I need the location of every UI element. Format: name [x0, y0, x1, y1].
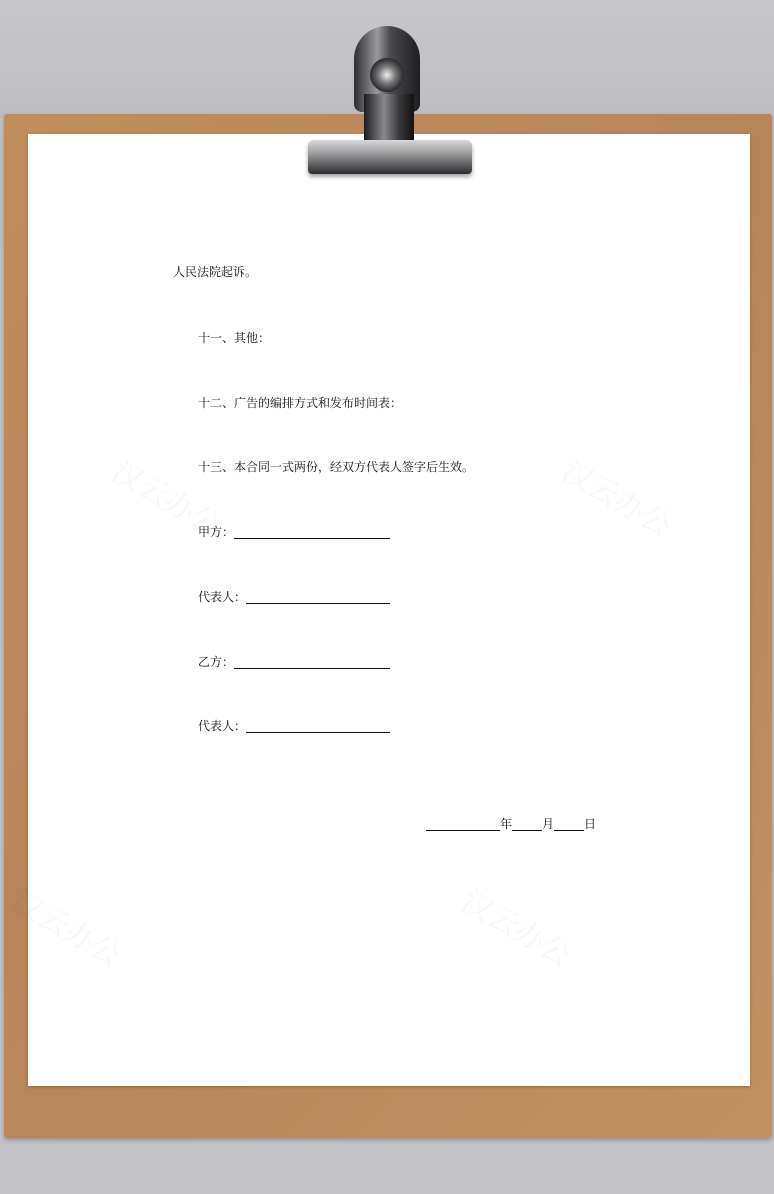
party-b-row — [198, 654, 390, 670]
clause-11: 十一、其他： — [198, 331, 271, 345]
rep-b-signature-line — [246, 719, 390, 733]
month-blank — [512, 817, 542, 831]
watermark — [555, 447, 681, 545]
clip-neck — [364, 94, 414, 146]
clip-ring-hole — [370, 58, 404, 92]
year-blank — [426, 817, 500, 831]
date-row — [426, 816, 596, 832]
text-line: 人民法院起诉。 — [173, 265, 258, 279]
binder-clip — [300, 24, 480, 180]
watermark — [455, 877, 581, 975]
clause-12: 十二、广告的编排方式和发布时间表： — [198, 396, 403, 410]
rep-b-row — [198, 718, 390, 734]
year-label: 年 — [500, 817, 513, 831]
rep-a-row — [198, 589, 390, 605]
party-a-signature-line — [234, 525, 390, 539]
month-label: 月 — [542, 817, 555, 831]
clause-13: 十三、本合同一式两份，经双方代表人签字后生效。 — [198, 460, 475, 474]
party-a-row — [198, 524, 390, 540]
party-b-label: 乙方： — [198, 655, 235, 669]
clip-plate — [308, 140, 472, 174]
rep-a-label: 代表人： — [198, 590, 247, 604]
day-blank — [554, 817, 584, 831]
document-page — [28, 134, 750, 1086]
rep-a-signature-line — [246, 590, 390, 604]
party-a-label: 甲方： — [198, 525, 235, 539]
day-label: 日 — [584, 817, 597, 831]
rep-b-label: 代表人： — [198, 719, 247, 733]
party-b-signature-line — [234, 655, 390, 669]
